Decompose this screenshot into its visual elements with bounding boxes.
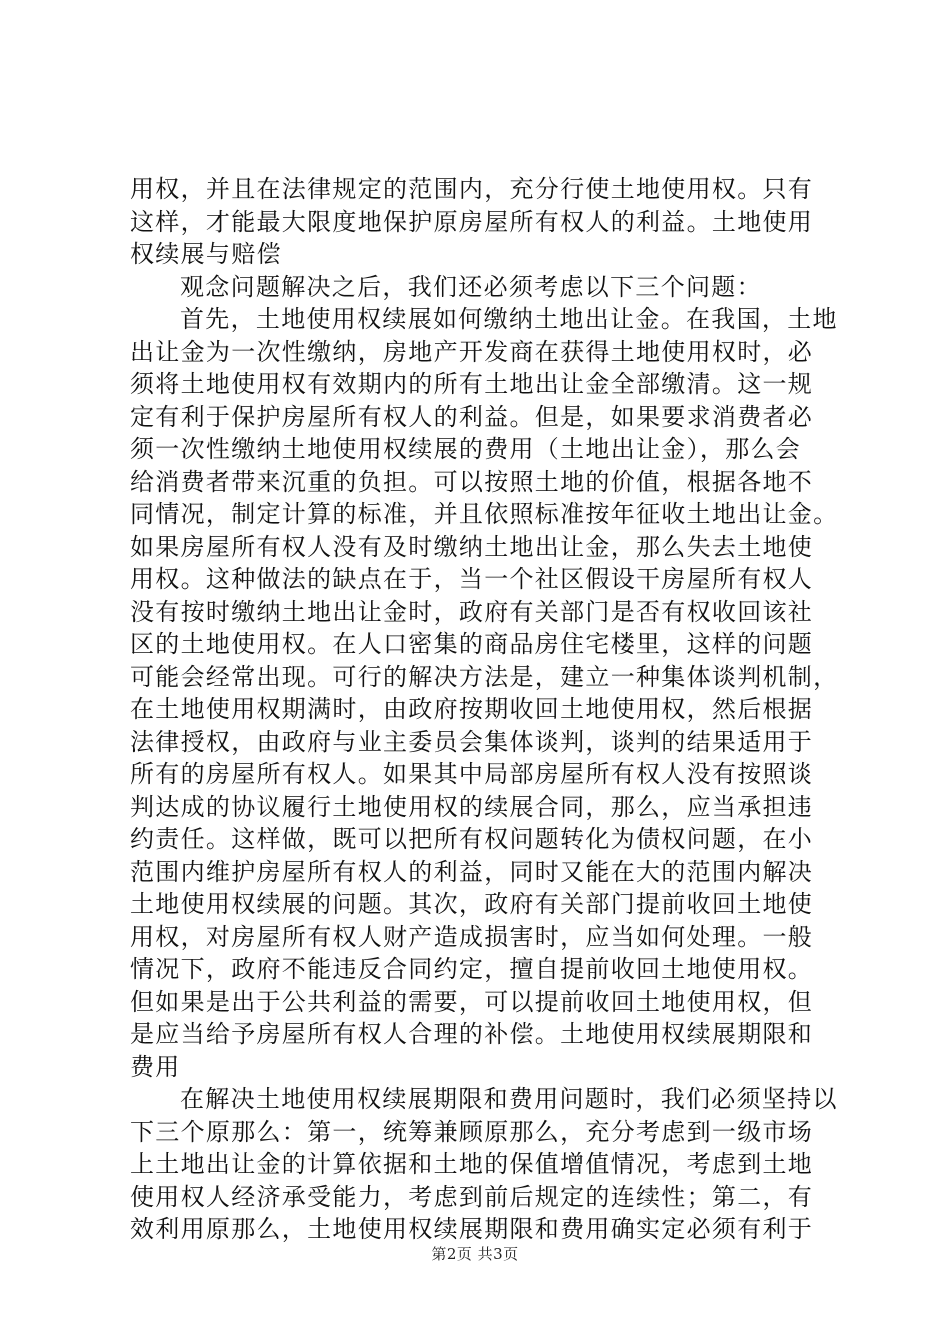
text-line: 观念问题解决之后，我们还必须考虑以下三个问题： xyxy=(180,272,762,301)
text-line: 用权，并且在法律规定的范围内，充分行使土地使用权。只有 xyxy=(130,175,814,203)
text-line: 法律授权，由政府与业主委员会集体谈判，谈判的结果适用于 xyxy=(130,727,814,756)
text-line: 费用 xyxy=(130,1052,181,1081)
text-line: 范围内维护房屋所有权人的利益，同时又能在大的范围内解决 xyxy=(130,857,814,886)
text-line: 所有的房屋所有权人。如果其中局部房屋所有权人没有按照谈 xyxy=(130,760,814,788)
text-line: 可能会经常出现。可行的解决方法是，建立一种集体谈判机制， xyxy=(130,662,839,691)
body-text xyxy=(130,173,839,1246)
text-line: 出让金为一次性缴纳，房地产开发商在获得土地使用权时，必 xyxy=(130,337,814,366)
text-line: 情况下，政府不能违反合同约定，擅自提前收回土地使用权。 xyxy=(130,955,814,983)
text-line: 区的土地使用权。在人口密集的商品房住宅楼里，这样的问题 xyxy=(130,630,814,658)
text-line: 效利用原那么，土地使用权续展期限和费用确实定必须有利于 xyxy=(130,1215,814,1243)
text-line: 判达成的协议履行土地使用权的续展合同，那么，应当承担违 xyxy=(130,792,814,821)
text-line: 约责任。这样做，既可以把所有权问题转化为债权问题，在小 xyxy=(130,825,814,853)
text-line: 给消费者带来沉重的负担。可以按照土地的价值，根据各地不 xyxy=(130,467,814,496)
text-line: 但如果是出于公共利益的需要，可以提前收回土地使用权，但 xyxy=(130,987,814,1016)
text-line: 同情况，制定计算的标准，并且依照标准按年征收土地出让金。 xyxy=(130,500,839,528)
text-line: 首先，土地使用权续展如何缴纳土地出让金。在我国，土地 xyxy=(180,305,838,333)
text-line: 在解决土地使用权续展期限和费用问题时，我们必须坚持以 xyxy=(180,1085,838,1113)
text-line: 须将土地使用权有效期内的所有土地出让金全部缴清。这一规 xyxy=(130,370,814,398)
text-line: 土地使用权续展的问题。其次，政府有关部门提前收回土地使 xyxy=(130,890,814,918)
text-line: 权续展与赔偿 xyxy=(130,240,282,268)
text-line: 须一次性缴纳土地使用权续展的费用（土地出让金），那么会 xyxy=(130,435,802,463)
text-line: 下三个原那么：第一，统筹兼顾原那么，充分考虑到一级市场 xyxy=(130,1117,814,1146)
text-line: 使用权人经济承受能力，考虑到前后规定的连续性；第二，有 xyxy=(130,1182,814,1211)
text-line: 定有利于保护房屋所有权人的利益。但是，如果要求消费者必 xyxy=(130,402,814,431)
text-line: 用权，对房屋所有权人财产造成损害时，应当如何处理。一般 xyxy=(130,922,814,951)
text-line: 没有按时缴纳土地出让金时，政府有关部门是否有权收回该社 xyxy=(130,597,814,626)
text-line: 是应当给予房屋所有权人合理的补偿。土地使用权续展期限和 xyxy=(130,1020,814,1048)
text-line: 如果房屋所有权人没有及时缴纳土地出让金，那么失去土地使 xyxy=(130,532,814,561)
text-line: 这样，才能最大限度地保护原房屋所有权人的利益。土地使用 xyxy=(130,207,814,236)
page-footer: 第2页 共3页 xyxy=(431,1245,519,1263)
text-line: 在土地使用权期满时，由政府按期收回土地使用权，然后根据 xyxy=(130,695,814,723)
text-line: 上土地出让金的计算依据和土地的保值增值情况，考虑到土地 xyxy=(130,1150,814,1178)
text-line: 用权。这种做法的缺点在于，当一个社区假设干房屋所有权人 xyxy=(130,565,814,593)
